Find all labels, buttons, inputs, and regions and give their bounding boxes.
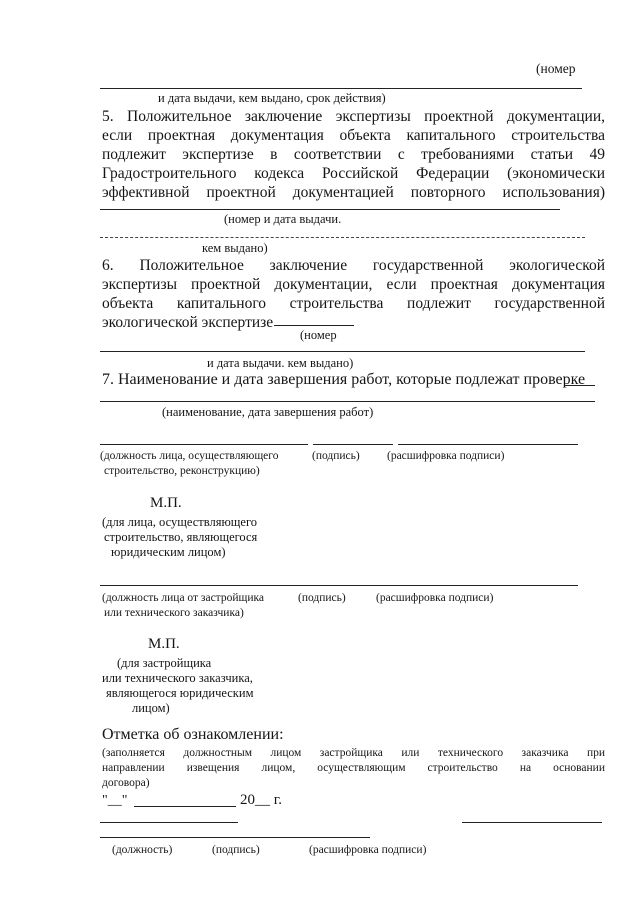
date-month-line — [134, 806, 236, 807]
item6-nomer: (номер — [300, 328, 337, 342]
stamp2-note-line: являющегося юридическим — [106, 686, 254, 700]
sign1-name-caption: (расшифровка подписи) — [387, 450, 505, 462]
sign2-name-caption: (расшифровка подписи) — [376, 592, 494, 604]
item5-line: если проектная документация объекта капитального строительства — [102, 127, 605, 144]
acquaint-note-line: (заполняется должностным лицом застройщика или технического заказчика при — [102, 747, 605, 759]
stamp1-mp: М.П. — [150, 495, 182, 511]
item6-expertise-line — [274, 325, 354, 326]
final-signature-caption: (подпись) — [212, 844, 260, 856]
item7-inline-line — [565, 385, 595, 386]
item6-line: экологической экспертизе — [102, 314, 274, 331]
item7-text: 7. Наименование и дата завершения работ, которые подлежат проверке — [102, 371, 586, 388]
item6-issue-line — [100, 351, 585, 352]
sign1-position-caption: (должность лица, осуществляющего — [100, 450, 279, 462]
acquaint-title: Отметка об ознакомлении: — [102, 726, 284, 743]
item5-line: подлежит экспертизе в соответствии с требованиями статьи 49 — [102, 146, 605, 163]
item5-second-line — [100, 237, 585, 238]
right-signature-line — [462, 822, 602, 823]
item5-caption: (номер и дата выдачи. — [224, 212, 342, 226]
item5-expertise-line — [100, 209, 560, 210]
sign1-position-line — [100, 444, 308, 445]
date-year: 20__ г. — [240, 792, 282, 808]
issue-line — [100, 88, 582, 89]
sign1-signature-line — [313, 444, 393, 445]
sign2-line — [100, 585, 578, 586]
sign1-signature-caption: (подпись) — [312, 450, 360, 462]
stamp1-note-line: юридическим лицом) — [111, 545, 226, 559]
item5-line: Градостроительного кодекса Российской Федерации (экономически — [102, 165, 605, 182]
stamp1-note-line: (для лица, осуществляющего — [102, 515, 258, 529]
stamp1-note-line: строительство, являющегося — [104, 530, 258, 544]
sign1-position-caption-cont: строительство, реконструкцию) — [104, 465, 260, 477]
nomer-label: (номер — [536, 61, 576, 76]
stamp2-note-line: или технического заказчика, — [102, 671, 253, 685]
sign2-signature-caption: (подпись) — [298, 592, 346, 604]
final-name-caption: (расшифровка подписи) — [309, 844, 427, 856]
date-underline — [100, 822, 238, 823]
final-position-caption: (должность) — [112, 844, 173, 856]
stamp2-note-line: лицом) — [132, 701, 170, 715]
item5-line: эффективной проектной документацией повторного использования) — [102, 184, 605, 201]
item6-line: объекта капитального строительства подлежит государственной — [102, 295, 605, 312]
item5-caption-cont: кем выдано) — [202, 241, 268, 255]
item7-caption: (наименование, дата завершения работ) — [162, 405, 374, 419]
item6-line: 6. Положительное заключение государственной экологической — [102, 257, 605, 274]
sign1-name-line — [398, 444, 578, 445]
sign2-position-caption: (должность лица от застройщика — [102, 592, 265, 604]
stamp2-mp: М.П. — [148, 636, 180, 652]
item7-works-line — [100, 401, 595, 402]
item5-line: 5. Положительное заключение экспертизы проектной документации, — [102, 108, 605, 125]
item6-caption: и дата выдачи. кем выдано) — [207, 356, 354, 370]
item6-line: экспертизы проектной документации, если проектная документация — [102, 276, 605, 293]
acquaint-note-line: договора) — [102, 777, 150, 789]
final-signature-line — [100, 837, 370, 838]
stamp2-note-line: (для застройщика — [117, 656, 212, 670]
sign2-position-caption-cont: или технического заказчика) — [104, 607, 244, 619]
date-day: "__" — [102, 793, 128, 808]
issue-caption: и дата выдачи, кем выдано, срок действия) — [158, 91, 386, 105]
acquaint-note-line: направлении извещения лицом, осуществляющим строительство на основании — [102, 762, 605, 774]
